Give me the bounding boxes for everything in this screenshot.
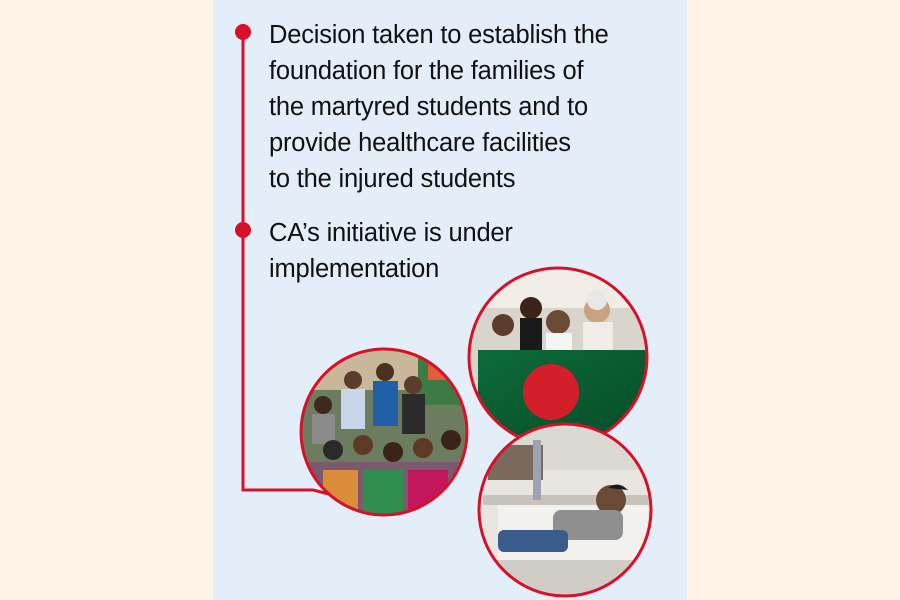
bullet-1-line: to the injured students — [269, 165, 516, 193]
flag-red-disc — [523, 364, 579, 420]
bullet-text-2 — [269, 215, 513, 287]
infographic-panel — [213, 0, 687, 600]
crowd-person — [314, 396, 332, 414]
crowd-person — [404, 376, 422, 394]
bullet-dot-2 — [235, 222, 251, 238]
bullet-1-line: provide healthcare facilities — [269, 129, 571, 157]
crowd-person — [376, 363, 394, 381]
bullet-1-line: the martyred students and to — [269, 93, 589, 121]
bullet-2-line: CA’s initiative is under — [269, 219, 513, 247]
crowd-photo — [298, 345, 473, 522]
flag-photo — [468, 268, 653, 448]
bullet-1-line: foundation for the families of — [269, 57, 584, 85]
crowd-person — [344, 371, 362, 389]
bullet-1-line: Decision taken to establish the — [269, 21, 609, 49]
bullet-2-line: implementation — [269, 255, 440, 283]
bullet-text-1 — [269, 17, 609, 197]
bullet-dot-1 — [235, 24, 251, 40]
hospital-photo — [475, 420, 658, 600]
